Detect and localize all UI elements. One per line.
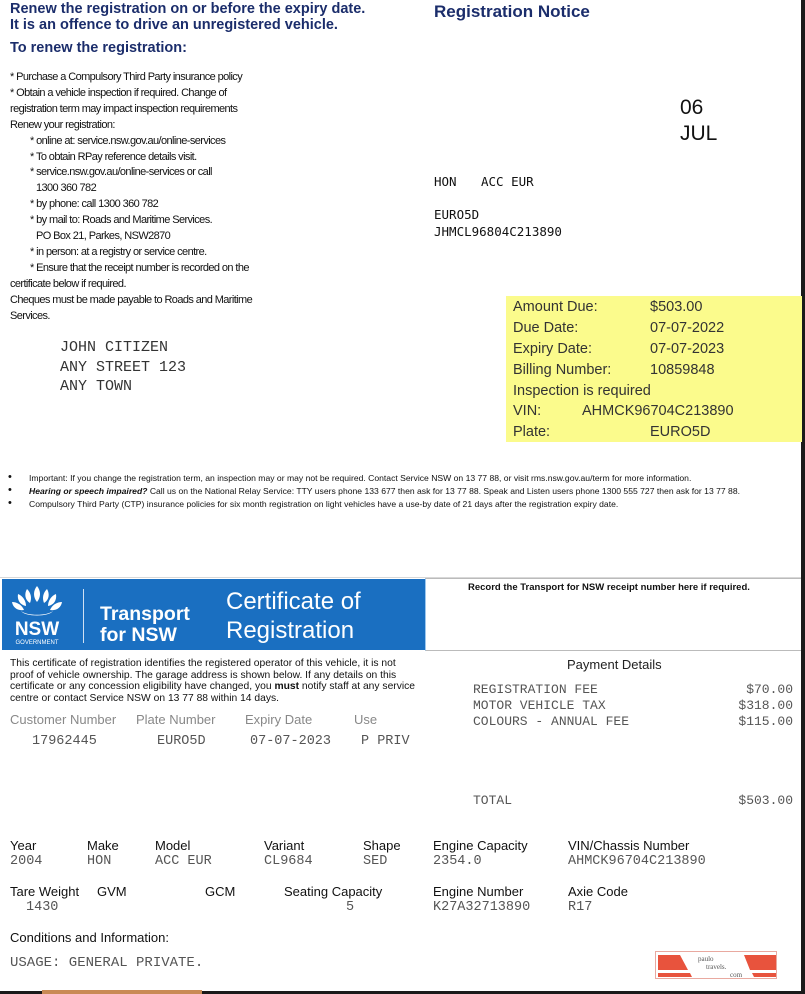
payment-summary-box [506, 296, 802, 442]
instruction-line: PO Box 21, Parkes, NSW2870 [36, 230, 171, 243]
total-label: TOTAL [473, 793, 513, 808]
expiry-warning-line2: It is an offence to drive an unregistered vehicle. [10, 17, 338, 33]
instruction-line: * Obtain a vehicle inspection if required. Change of [10, 86, 227, 99]
amount-due-label: Amount Due: [513, 299, 598, 315]
shape-label: Shape [363, 838, 401, 853]
total-amount: $503.00 [738, 793, 793, 808]
engine-capacity-value: 2354.0 [433, 854, 482, 869]
instruction-line: * by mail to: Roads and Maritime Services. [30, 214, 213, 227]
plate-label: Plate: [513, 424, 551, 440]
vin-chassis-value: AHMCK96704C213890 [568, 854, 706, 869]
fee-amount: $318.00 [738, 698, 793, 713]
note-bold: Hearing or speech impaired? [29, 486, 148, 496]
fee-label: MOTOR VEHICLE TAX [473, 698, 606, 713]
bottom-edge-strip [42, 990, 202, 994]
bullet-icon: • [8, 484, 12, 496]
bullet-icon: • [8, 497, 12, 509]
instruction-line: * service.nsw.gov.au/online-services or call [30, 166, 212, 179]
instruction-line: * To obtain RPay reference details visit. [30, 150, 197, 163]
seating-capacity-label: Seating Capacity [284, 884, 383, 899]
note-item [8, 485, 740, 498]
notice-plate: EURO5D [434, 207, 480, 222]
svg-text:paulo: paulo [698, 955, 714, 963]
svg-text:travels.: travels. [706, 963, 727, 971]
instruction-line: certificate below if required. [10, 277, 126, 290]
notice-vin: JHMCL96804C213890 [434, 224, 562, 239]
due-date-label: Due Date: [513, 320, 579, 336]
instruction-line: * Purchase a Compulsory Third Party insurance policy [10, 71, 243, 83]
model-label: Model [155, 838, 191, 853]
certificate-title: Certificate of Registration [226, 588, 361, 644]
year-value: 2004 [10, 854, 43, 869]
receipt-prompt: Record the Transport for NSW receipt number here if required. [468, 582, 750, 593]
plate-number-label: Plate Number [136, 712, 216, 727]
note-text: Important: If you change the registration term, an inspection may or may not be required. Contact Service NSW on 13 77 88, or visit rms.nsw.gov.au/term for more information. [29, 473, 692, 483]
instruction-line: * Ensure that the receipt number is recorded on the [30, 261, 249, 274]
renew-heading: To renew the registration: [10, 40, 187, 56]
use-label: Use [354, 712, 378, 727]
vehicle-model: ACC EUR [481, 174, 534, 189]
year-label: Year [10, 838, 37, 853]
renewal-instructions [10, 70, 300, 325]
note-text: Call us on the National Relay Service: TTY users phone 133 677 then ask for 13 77 88. Speak and Listen users phone 1300 555 727 then ask for 13 77 88. [147, 486, 741, 496]
instruction-line: Renew your registration: [10, 118, 115, 131]
due-date-value: 07-07-2022 [650, 320, 725, 336]
conditions-value: USAGE: GENERAL PRIVATE. [10, 955, 204, 971]
instruction-line: * online at: service.nsw.gov.au/online-services [30, 134, 226, 147]
seating-capacity-value: 5 [346, 900, 355, 915]
fee-label: COLOURS - ANNUAL FEE [473, 714, 630, 729]
use-value: P PRIV [361, 734, 410, 749]
instruction-line: Services. [10, 309, 50, 322]
certificate-intro: This certificate of registration identifies the registered operator of this vehicle, it is not proof of vehicle ownership. The garage address is shown below. If any details on this certificate or any concession eligibility have changed, you must notify staff at any service centre or contact Service NSW on 13 77 88 within 14 days. [10, 658, 416, 704]
vin-chassis-label: VIN/Chassis Number [568, 838, 690, 853]
vin-label: VIN: [513, 403, 542, 419]
note-item [8, 498, 740, 511]
bullet-icon: • [8, 471, 12, 483]
inspection-note: Inspection is required [513, 383, 651, 399]
billing-number-value: 10859848 [650, 362, 715, 378]
fee-amount: $70.00 [746, 682, 793, 697]
payment-details-heading: Payment Details [567, 657, 662, 672]
engine-number-value: K27A32713890 [433, 900, 531, 915]
instruction-line: * in person: at a registry or service centre. [30, 245, 207, 258]
due-day: 06 [680, 96, 704, 119]
address-town: ANY TOWN [60, 378, 133, 395]
notice-title: Registration Notice [434, 2, 590, 21]
address-name: JOHN CITIZEN [60, 339, 169, 356]
nsw-waratah-logo-icon [7, 583, 67, 647]
model-value: ACC EUR [155, 854, 212, 869]
make-label: Make [87, 838, 119, 853]
expiry-date-value: 07-07-2023 [250, 734, 332, 749]
note-text: Compulsory Third Party (CTP) insurance policies for six month registration on light vehicles have a use-by date of 21 days after the registration expiry date. [29, 499, 619, 509]
certificate-banner [2, 579, 425, 650]
make-value: HON [87, 854, 112, 869]
variant-label: Variant [264, 838, 305, 853]
svg-text:com: com [730, 971, 743, 979]
svg-text:NSW: NSW [14, 619, 60, 640]
axle-code-label: Axie Code [568, 884, 628, 899]
expiry-date-value: 07-07-2023 [650, 341, 725, 357]
expiry-date-label: Expiry Date [245, 712, 313, 727]
expiry-date-label: Expiry Date: [513, 341, 592, 357]
agency-name: Transport for NSW [100, 603, 190, 646]
amount-due-value: $503.00 [650, 299, 703, 315]
logo-divider [83, 589, 84, 643]
shape-value: SED [363, 854, 388, 869]
address-street: ANY STREET 123 [60, 358, 187, 376]
watermark-logo [655, 951, 777, 979]
engine-capacity-label: Engine Capacity [433, 838, 528, 853]
tare-weight-value: 1430 [26, 900, 59, 915]
mailing-address [60, 338, 186, 397]
fee-label: REGISTRATION FEE [473, 682, 598, 697]
due-month: JUL [680, 122, 718, 145]
plate-number-value: EURO5D [157, 734, 206, 749]
instruction-line: Cheques must be made payable to Roads and Maritime [10, 293, 253, 306]
engine-number-label: Engine Number [433, 884, 524, 899]
instruction-line: * by phone: call 1300 360 782 [30, 198, 159, 211]
variant-value: CL9684 [264, 854, 313, 869]
expiry-warning-line1: Renew the registration on or before the expiry date. [10, 1, 366, 17]
conditions-label: Conditions and Information: [10, 930, 169, 945]
plate-value: EURO5D [650, 424, 711, 440]
note-item [8, 472, 740, 485]
billing-number-label: Billing Number: [513, 362, 612, 378]
fee-amount: $115.00 [738, 714, 793, 729]
important-notes [8, 472, 740, 511]
customer-number-label: Customer Number [10, 712, 117, 727]
instruction-line: registration term may impact inspection requirements [10, 102, 238, 115]
instruction-line: 1300 360 782 [36, 182, 97, 195]
gvm-label: GVM [97, 884, 127, 899]
paulo-travels-logo-icon [656, 952, 777, 979]
axle-code-value: R17 [568, 900, 593, 915]
vehicle-make: HON [434, 174, 457, 189]
customer-number-value: 17962445 [32, 734, 97, 749]
tare-weight-label: Tare Weight [10, 884, 80, 899]
gcm-label: GCM [205, 884, 236, 899]
svg-text:GOVERNMENT: GOVERNMENT [15, 640, 59, 646]
vin-value: AHMCK96704C213890 [582, 403, 734, 419]
